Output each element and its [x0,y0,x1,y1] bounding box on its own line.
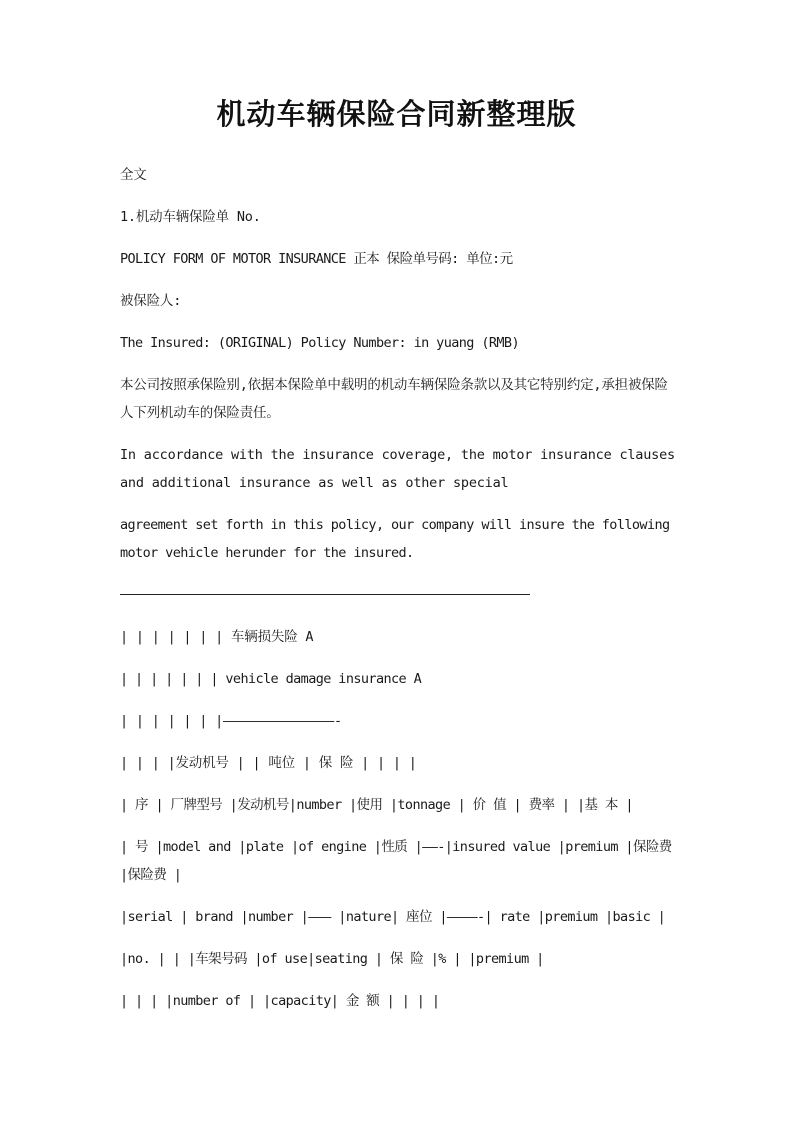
coverage-paragraph-en-2: agreement set forth in this policy, our company will insure the following motor vehicle herunder for the insured. [120,517,670,561]
table-line: | 号 |model and |plate |of engine |性质 |——-|insured value |premium |保险费 |保险费 | [120,839,672,883]
table-line: | | | | | | |——————————————- [120,713,342,729]
table-line: | | | | | | | 车辆损失险 A [120,629,314,645]
table-line: |no. | | |车架号码 |of use|seating | 保 险 |% | |premium | [120,951,544,967]
table-line: | | | |number of | |capacity| 金 额 | | | | [120,993,440,1009]
insured-label: 被保险人: [120,293,182,309]
table-line: | | | |发动机号 | | 吨位 | 保 险 | | | | [120,755,417,771]
table-line: |serial | brand |number |——— |nature| 座位 |————-| rate |premium |basic | [120,909,666,925]
horizontal-rule [120,594,530,595]
coverage-paragraph-cn: 本公司按照承保险别,依据本保险单中载明的机动车辆保险条款以及其它特别约定,承担被保险人下列机动车的保险责任。 [120,377,668,421]
full-text-label: 全文 [120,167,147,183]
document-title: 机动车辆保险合同新整理版 [216,97,577,131]
policy-heading: 1.机动车辆保险单 No. [120,209,261,225]
table-line: | 序 | 厂牌型号 |发动机号|number |使用 |tonnage | 价 值 | 费率 | |基 本 | [120,797,633,813]
coverage-paragraph-en-1: In accordance with the insurance coverage, the motor insurance clauses and additional insurance as well as other special [120,447,675,491]
table-line: | | | | | | | vehicle damage insurance A [120,671,422,687]
insured-english-line: The Insured: (ORIGINAL) Policy Number: in yuang (RMB) [120,335,519,351]
policy-form-line: POLICY FORM OF MOTOR INSURANCE 正本 保险单号码: 单位:元 [120,251,513,267]
